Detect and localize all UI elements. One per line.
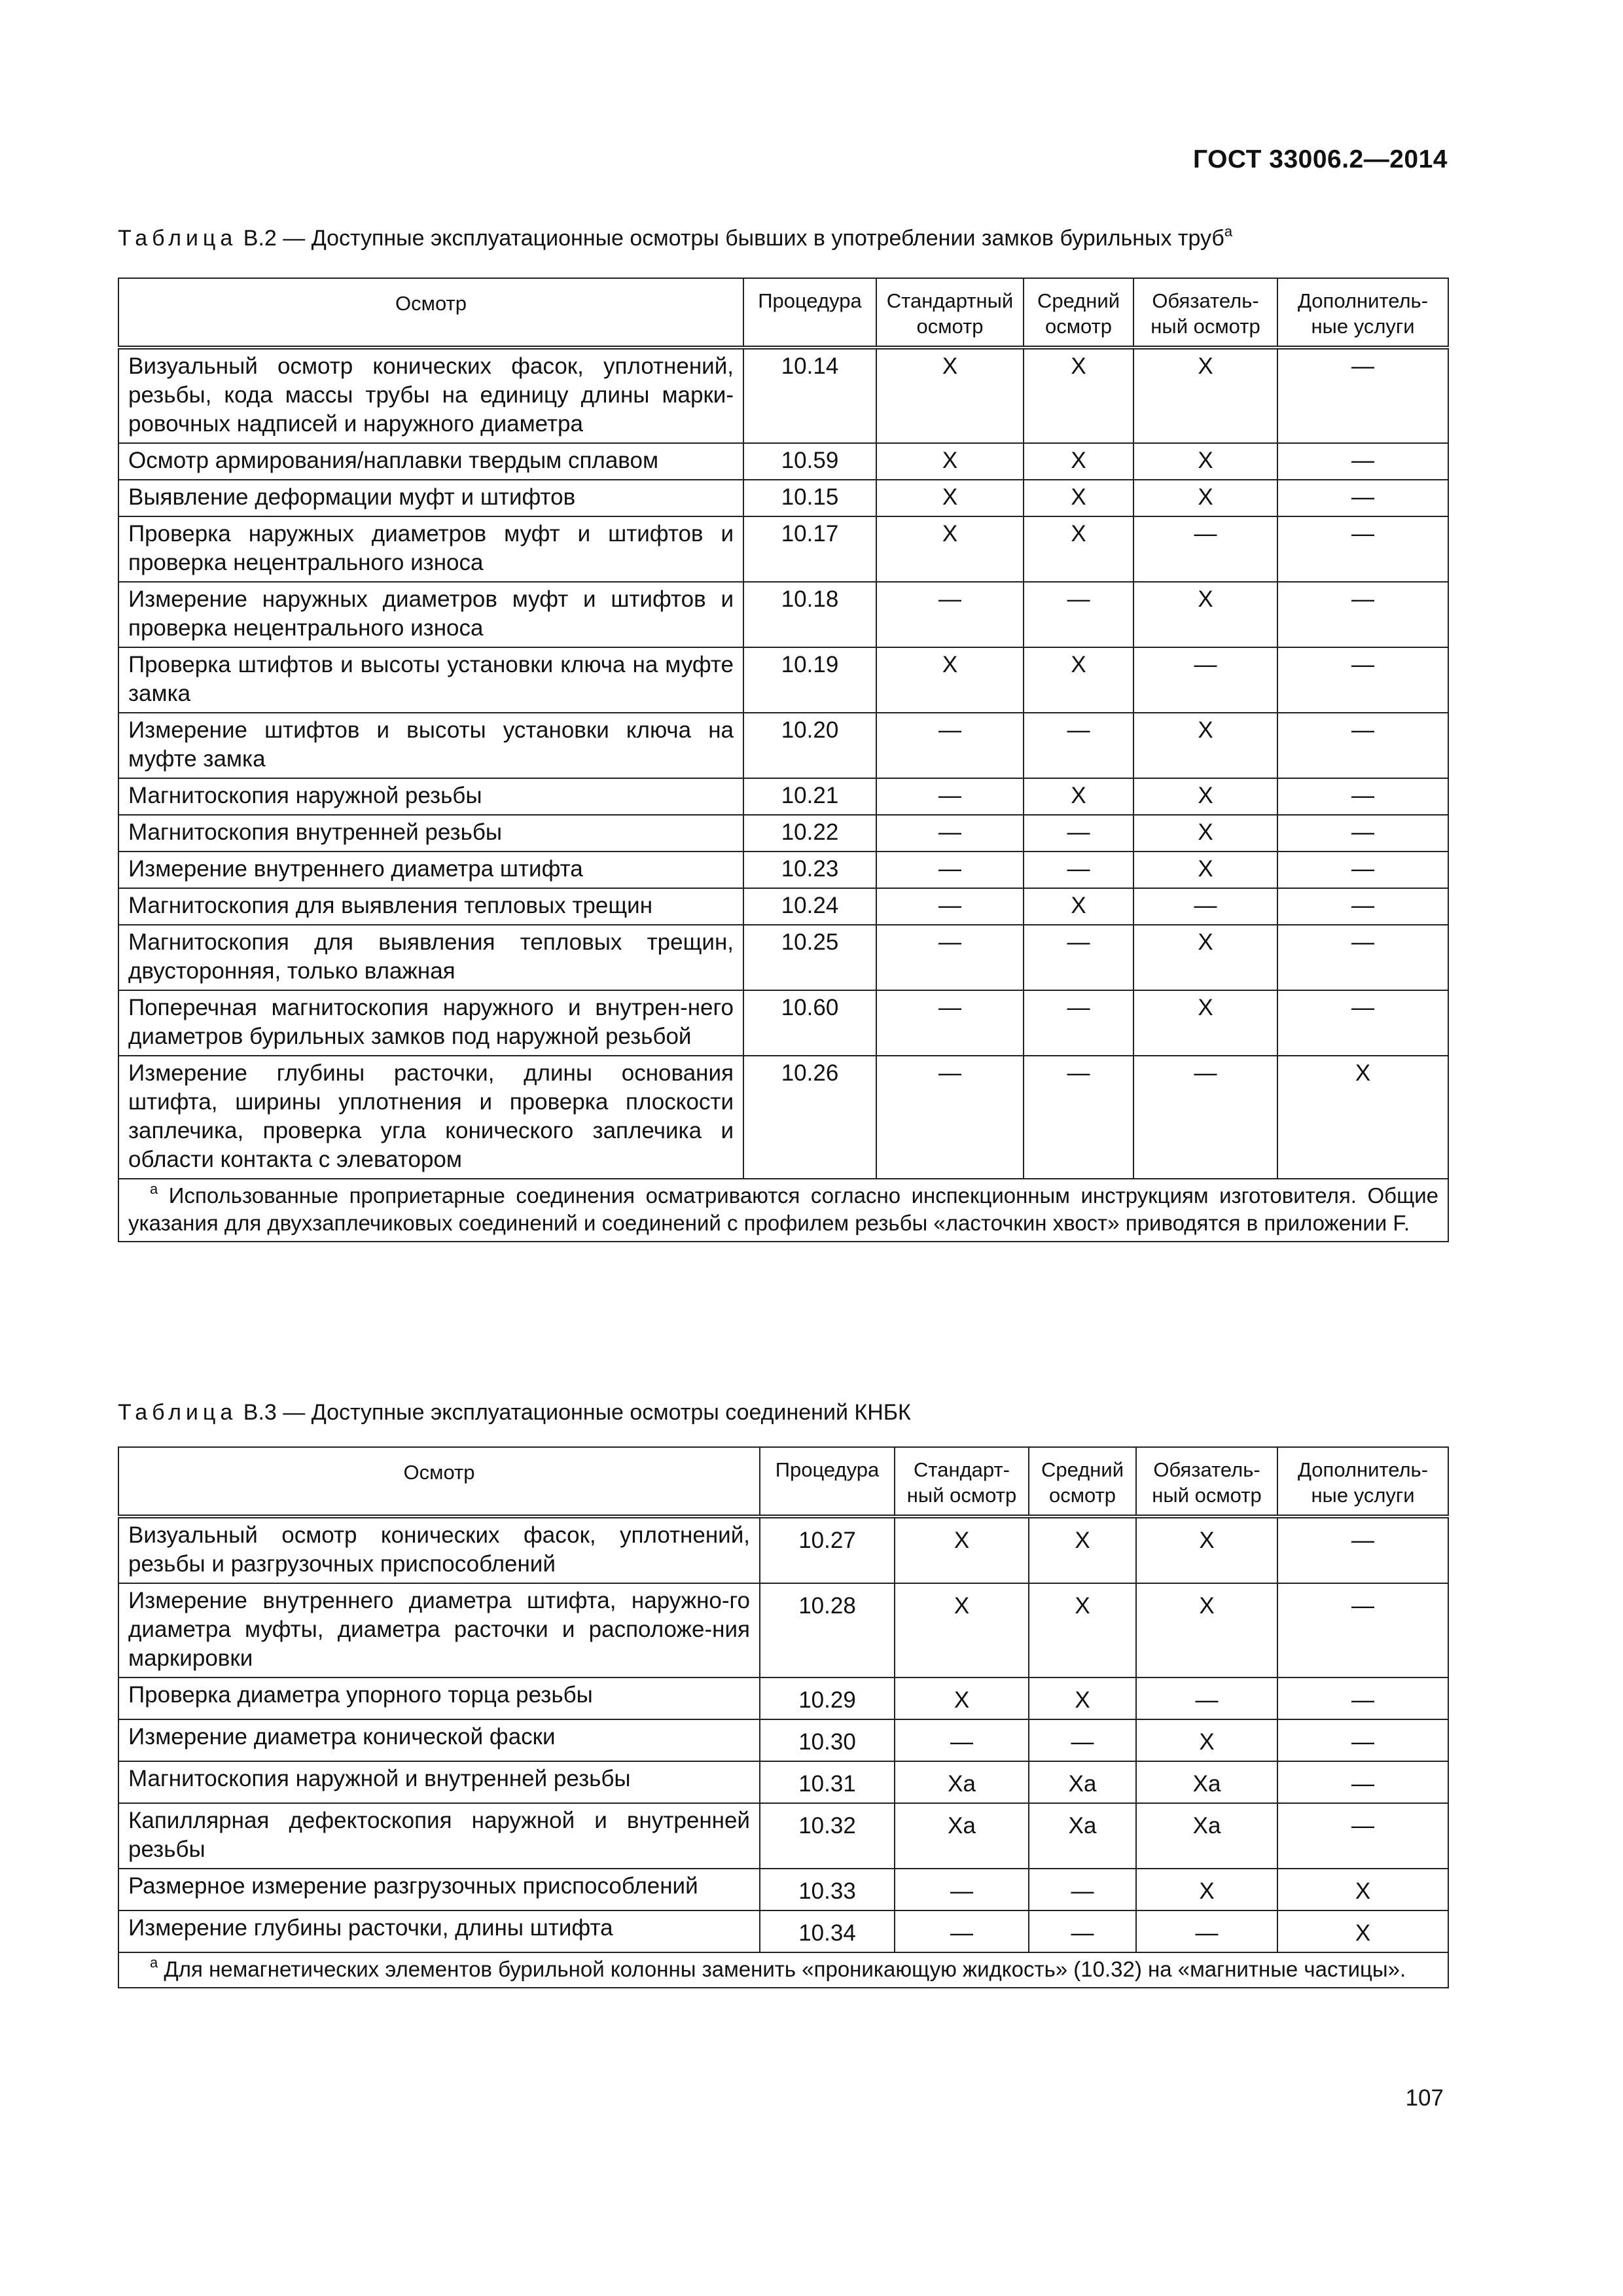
procedure-cell: 10.23: [743, 852, 876, 888]
inspection-name-cell: Проверка диаметра упорного торца резьбы: [118, 1677, 760, 1719]
inspection-name-cell: Магнитоскопия наружной и внутренней резьбы: [118, 1761, 760, 1803]
procedure-cell: 10.20: [743, 713, 876, 778]
footnote-row: [118, 1179, 1448, 1242]
mark-cell: —: [1136, 1677, 1277, 1719]
procedure-cell: 10.24: [743, 888, 876, 925]
table-row: [118, 815, 1448, 852]
document-number: ГОСТ 33006.2—2014: [1192, 145, 1448, 173]
column-header: Обязатель-ный осмотр: [1133, 278, 1277, 348]
mark-cell: —: [1029, 1719, 1136, 1761]
table-row: [118, 778, 1448, 815]
mark-cell: X: [1024, 480, 1133, 516]
procedure-cell: 10.28: [760, 1583, 895, 1677]
mark-cell: —: [1277, 1516, 1448, 1583]
inspection-name-cell: Поперечная магнитоскопия наружного и внутрен-него диаметров бурильных замков под наружной резьбой: [118, 990, 743, 1056]
mark-cell: —: [876, 815, 1024, 852]
footnote-mark: а: [150, 1181, 158, 1197]
table-footnote: [118, 1952, 1448, 1988]
mark-cell: X: [1024, 348, 1133, 443]
mark-cell: X: [1277, 1910, 1448, 1952]
mark-cell: —: [1277, 888, 1448, 925]
mark-cell: X: [1136, 1719, 1277, 1761]
mark-cell: X: [1024, 888, 1133, 925]
mark-cell: —: [876, 852, 1024, 888]
procedure-cell: 10.29: [760, 1677, 895, 1719]
table-row: [118, 1719, 1448, 1761]
mark-cell: X: [876, 348, 1024, 443]
mark-cell: —: [1024, 1056, 1133, 1179]
table-3-caption: [118, 1399, 911, 1426]
column-header: Обязатель-ный осмотр: [1136, 1447, 1277, 1516]
mark-cell: X: [895, 1583, 1029, 1677]
mark-cell: —: [1133, 516, 1277, 582]
mark-cell: —: [1277, 348, 1448, 443]
table-row: [118, 1910, 1448, 1952]
inspection-name-cell: Измерение глубины расточки, длины основания штифта, ширины уплотнения и проверка плоскости заплечика, проверка угла конического заплечика и области контакта с элеватором: [118, 1056, 743, 1179]
mark-cell: —: [1029, 1910, 1136, 1952]
mark-cell: —: [1277, 1677, 1448, 1719]
column-header: Осмотр: [118, 1447, 760, 1516]
table-2-caption: [118, 225, 1232, 251]
mark-cell: X: [876, 443, 1024, 480]
mark-cell: X: [1133, 852, 1277, 888]
inspection-name-cell: Размерное измерение разгрузочных приспособлений: [118, 1869, 760, 1910]
mark-cell: X: [1277, 1056, 1448, 1179]
mark-cell: X: [1133, 348, 1277, 443]
mark-cell: X: [1277, 1869, 1448, 1910]
mark-cell: —: [876, 1056, 1024, 1179]
mark-cell: —: [895, 1910, 1029, 1952]
procedure-cell: 10.34: [760, 1910, 895, 1952]
table-row: [118, 1056, 1448, 1179]
inspection-name-cell: Измерение наружных диаметров муфт и штифтов и проверка нецентрального износа: [118, 582, 743, 647]
table-3-caption-prefix: Таблица: [118, 1400, 238, 1425]
table-row: [118, 1761, 1448, 1803]
mark-cell: X: [895, 1677, 1029, 1719]
mark-cell: —: [1277, 480, 1448, 516]
inspection-name-cell: Измерение внутреннего диаметра штифта: [118, 852, 743, 888]
table-row: [118, 480, 1448, 516]
mark-cell: X: [1133, 990, 1277, 1056]
table-2-caption-text: В.2 — Доступные эксплуатационные осмотры бывших в употреблении замков бурильных труб: [243, 226, 1224, 251]
mark-cell: X: [1133, 925, 1277, 990]
table-row: [118, 925, 1448, 990]
mark-cell: X: [1133, 713, 1277, 778]
mark-cell: Xа: [895, 1761, 1029, 1803]
mark-cell: Xа: [1136, 1803, 1277, 1869]
mark-cell: —: [1277, 778, 1448, 815]
mark-cell: X: [876, 480, 1024, 516]
mark-cell: X: [1136, 1869, 1277, 1910]
mark-cell: —: [876, 888, 1024, 925]
table-row: [118, 1803, 1448, 1869]
table-row: [118, 348, 1448, 443]
table-2-caption-footnote-mark: а: [1224, 223, 1233, 240]
mark-cell: —: [876, 582, 1024, 647]
procedure-cell: 10.31: [760, 1761, 895, 1803]
table-3-caption-text: В.3 — Доступные эксплуатационные осмотры соединений КНБК: [243, 1400, 911, 1425]
inspection-name-cell: Магнитоскопия внутренней резьбы: [118, 815, 743, 852]
mark-cell: X: [1136, 1516, 1277, 1583]
table-3: [118, 1446, 1449, 1988]
table-row: [118, 516, 1448, 582]
inspection-name-cell: Выявление деформации муфт и штифтов: [118, 480, 743, 516]
inspection-name-cell: Визуальный осмотр конических фасок, уплотнений, резьбы, кода массы трубы на единицу длины марки-ровочных надписей и наружного диаметра: [118, 348, 743, 443]
mark-cell: —: [1277, 815, 1448, 852]
mark-cell: —: [1277, 990, 1448, 1056]
inspection-name-cell: Визуальный осмотр конических фасок, уплотнений, резьбы и разгрузочных приспособлений: [118, 1516, 760, 1583]
procedure-cell: 10.60: [743, 990, 876, 1056]
mark-cell: —: [1277, 852, 1448, 888]
page-number: 107: [1405, 2085, 1444, 2111]
inspection-name-cell: Магнитоскопия для выявления тепловых трещин: [118, 888, 743, 925]
mark-cell: X: [876, 516, 1024, 582]
table-2-caption-prefix: Таблица: [118, 226, 238, 251]
column-header: Средний осмотр: [1029, 1447, 1136, 1516]
mark-cell: —: [1133, 888, 1277, 925]
mark-cell: X: [1024, 778, 1133, 815]
mark-cell: —: [1277, 1761, 1448, 1803]
inspection-name-cell: Проверка наружных диаметров муфт и штифтов и проверка нецентрального износа: [118, 516, 743, 582]
inspection-name-cell: Измерение глубины расточки, длины штифта: [118, 1910, 760, 1952]
inspection-name-cell: Измерение внутреннего диаметра штифта, наружно-го диаметра муфты, диаметра расточки и расположе-ния маркировки: [118, 1583, 760, 1677]
procedure-cell: 10.14: [743, 348, 876, 443]
mark-cell: X: [1024, 443, 1133, 480]
mark-cell: —: [895, 1719, 1029, 1761]
mark-cell: —: [1277, 1583, 1448, 1677]
table-2: [118, 278, 1449, 1242]
mark-cell: —: [1133, 647, 1277, 713]
mark-cell: Xа: [1029, 1803, 1136, 1869]
mark-cell: —: [1024, 582, 1133, 647]
footnote-text: Для немагнетических элементов бурильной колонны заменить «проникающую жидкость» (10.32) на «магнитные частицы».: [164, 1957, 1406, 1981]
procedure-cell: 10.27: [760, 1516, 895, 1583]
column-header: Средний осмотр: [1024, 278, 1133, 348]
mark-cell: Xа: [895, 1803, 1029, 1869]
table-row: [118, 713, 1448, 778]
table-row: [118, 582, 1448, 647]
inspection-name-cell: Измерение диаметра конической фаски: [118, 1719, 760, 1761]
procedure-cell: 10.19: [743, 647, 876, 713]
inspection-name-cell: Магнитоскопия наружной резьбы: [118, 778, 743, 815]
table-footnote: [118, 1179, 1448, 1242]
mark-cell: X: [1133, 815, 1277, 852]
inspection-name-cell: Магнитоскопия для выявления тепловых трещин, двусторонняя, только влажная: [118, 925, 743, 990]
footnote-text: Использованные проприетарные соединения осматриваются согласно инспекционным инструкциям изготовителя. Общие указания для двухзаплечиковых соединений и соединений с профилем резьбы «ласточкин хвост» приводятся в приложении F.: [128, 1183, 1439, 1235]
mark-cell: X: [1133, 443, 1277, 480]
mark-cell: —: [1024, 925, 1133, 990]
procedure-cell: 10.17: [743, 516, 876, 582]
table-row: [118, 1869, 1448, 1910]
footnote-mark: а: [150, 1954, 158, 1971]
procedure-cell: 10.59: [743, 443, 876, 480]
table-row: [118, 1677, 1448, 1719]
table-row: [118, 852, 1448, 888]
mark-cell: X: [1024, 647, 1133, 713]
column-header: Процедура: [743, 278, 876, 348]
procedure-cell: 10.15: [743, 480, 876, 516]
column-header: Стандарт-ный осмотр: [895, 1447, 1029, 1516]
inspection-name-cell: Осмотр армирования/наплавки твердым сплавом: [118, 443, 743, 480]
column-header: Дополнитель-ные услуги: [1277, 278, 1448, 348]
mark-cell: —: [1024, 990, 1133, 1056]
mark-cell: —: [876, 778, 1024, 815]
mark-cell: —: [1133, 1056, 1277, 1179]
mark-cell: —: [1277, 925, 1448, 990]
table-row: [118, 443, 1448, 480]
column-header: Осмотр: [118, 278, 743, 348]
mark-cell: —: [1277, 516, 1448, 582]
table-2-header-row: [118, 278, 1448, 348]
table-row: [118, 990, 1448, 1056]
mark-cell: Xа: [1136, 1761, 1277, 1803]
procedure-cell: 10.33: [760, 1869, 895, 1910]
mark-cell: —: [1136, 1910, 1277, 1952]
procedure-cell: 10.21: [743, 778, 876, 815]
inspection-name-cell: Капиллярная дефектоскопия наружной и внутренней резьбы: [118, 1803, 760, 1869]
inspection-name-cell: Измерение штифтов и высоты установки ключа на муфте замка: [118, 713, 743, 778]
mark-cell: —: [1024, 852, 1133, 888]
table-row: [118, 888, 1448, 925]
mark-cell: X: [1133, 480, 1277, 516]
mark-cell: —: [1029, 1869, 1136, 1910]
mark-cell: Xа: [1029, 1761, 1136, 1803]
footnote-row: [118, 1952, 1448, 1988]
mark-cell: X: [1029, 1583, 1136, 1677]
procedure-cell: 10.32: [760, 1803, 895, 1869]
mark-cell: —: [1277, 1719, 1448, 1761]
mark-cell: —: [1277, 647, 1448, 713]
procedure-cell: 10.18: [743, 582, 876, 647]
mark-cell: —: [895, 1869, 1029, 1910]
mark-cell: —: [1024, 713, 1133, 778]
procedure-cell: 10.30: [760, 1719, 895, 1761]
mark-cell: X: [1029, 1677, 1136, 1719]
mark-cell: X: [1029, 1516, 1136, 1583]
inspection-name-cell: Проверка штифтов и высоты установки ключа на муфте замка: [118, 647, 743, 713]
table-row: [118, 1583, 1448, 1677]
mark-cell: —: [1024, 815, 1133, 852]
mark-cell: —: [876, 713, 1024, 778]
table-row: [118, 1516, 1448, 1583]
mark-cell: X: [1133, 778, 1277, 815]
table-3-header-row: [118, 1447, 1448, 1516]
column-header: Стандартный осмотр: [876, 278, 1024, 348]
mark-cell: X: [1136, 1583, 1277, 1677]
mark-cell: —: [1277, 1803, 1448, 1869]
table-row: [118, 647, 1448, 713]
procedure-cell: 10.22: [743, 815, 876, 852]
mark-cell: —: [1277, 443, 1448, 480]
mark-cell: —: [876, 990, 1024, 1056]
procedure-cell: 10.25: [743, 925, 876, 990]
mark-cell: X: [1024, 516, 1133, 582]
mark-cell: X: [876, 647, 1024, 713]
column-header: Процедура: [760, 1447, 895, 1516]
mark-cell: —: [1277, 582, 1448, 647]
mark-cell: X: [895, 1516, 1029, 1583]
mark-cell: —: [876, 925, 1024, 990]
column-header: Дополнитель-ные услуги: [1277, 1447, 1448, 1516]
mark-cell: X: [1133, 582, 1277, 647]
procedure-cell: 10.26: [743, 1056, 876, 1179]
mark-cell: —: [1277, 713, 1448, 778]
